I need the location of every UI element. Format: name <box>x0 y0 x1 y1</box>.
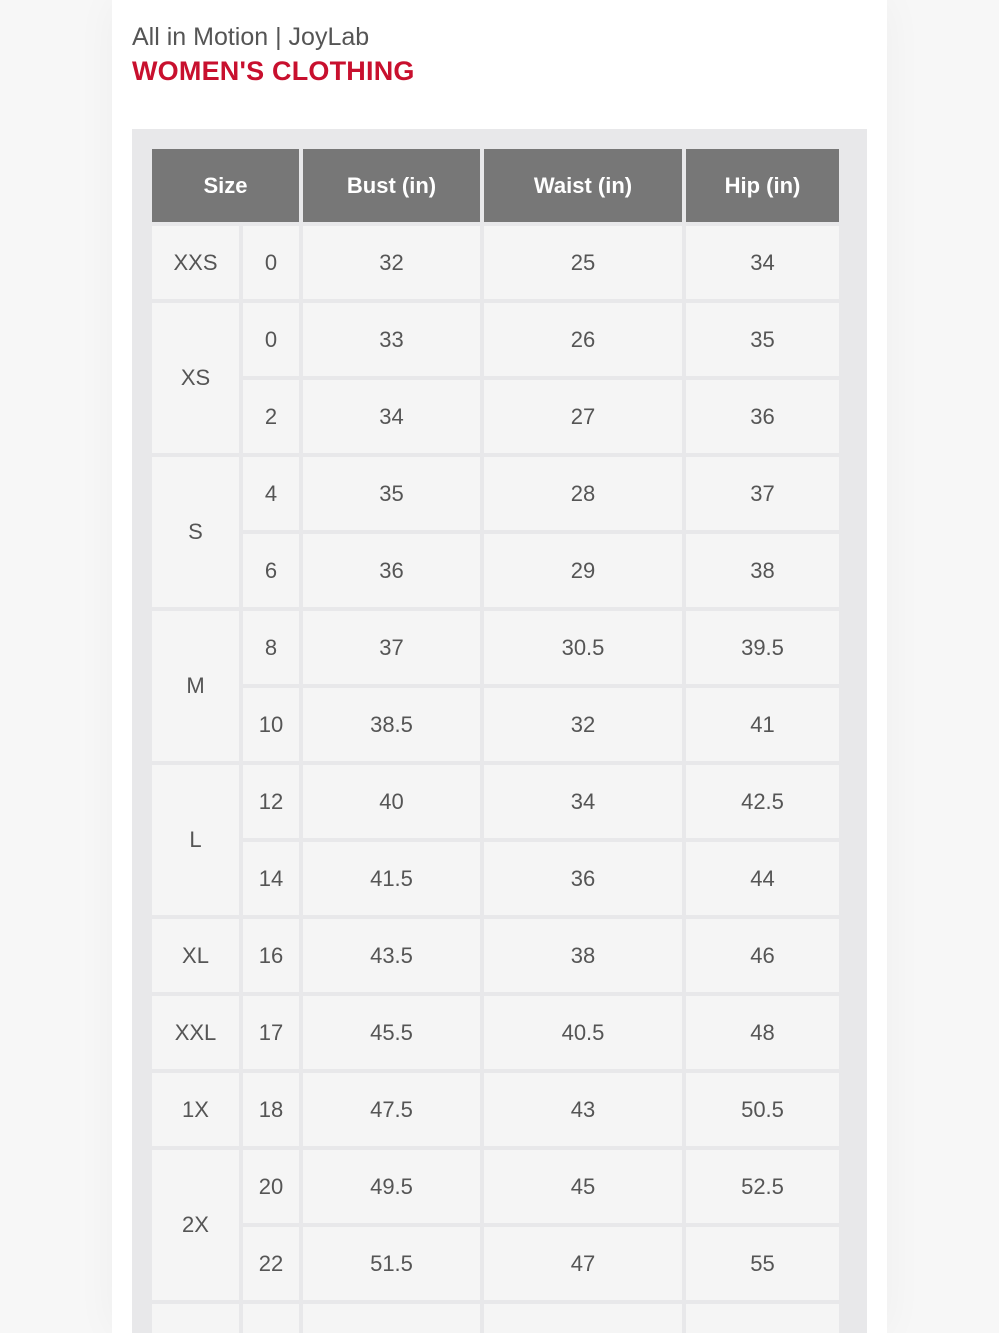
hip-cell: 41 <box>686 688 839 761</box>
numeric-size-cell: 20 <box>243 1150 299 1223</box>
size-label-cell: XXS <box>152 226 239 299</box>
hip-cell: 42.5 <box>686 765 839 838</box>
bust-cell: 49.5 <box>303 1150 480 1223</box>
hip-cell: 39.5 <box>686 611 839 684</box>
waist-cell: 29 <box>484 534 682 607</box>
waist-cell: 25 <box>484 226 682 299</box>
bust-cell: 43.5 <box>303 919 480 992</box>
numeric-size-cell: 22 <box>243 1227 299 1300</box>
table-row <box>152 1073 839 1146</box>
waist-cell: 34 <box>484 765 682 838</box>
bust-cell <box>303 1304 480 1333</box>
bust-cell: 45.5 <box>303 996 480 1069</box>
size-label-cell <box>152 1304 239 1333</box>
bust-cell: 40 <box>303 765 480 838</box>
hip-cell: 50.5 <box>686 1073 839 1146</box>
hip-cell: 34 <box>686 226 839 299</box>
numeric-size-cell: 2 <box>243 380 299 453</box>
table-row <box>152 765 839 838</box>
bust-cell: 47.5 <box>303 1073 480 1146</box>
table-row <box>152 226 839 299</box>
numeric-size-cell: 0 <box>243 226 299 299</box>
bust-cell: 41.5 <box>303 842 480 915</box>
size-chart-body <box>152 226 839 1333</box>
size-chart-table <box>148 145 843 1333</box>
table-row <box>152 1227 839 1300</box>
bust-cell: 51.5 <box>303 1227 480 1300</box>
numeric-size-cell: 14 <box>243 842 299 915</box>
waist-cell: 27 <box>484 380 682 453</box>
size-label-cell: L <box>152 765 239 915</box>
hip-cell: 35 <box>686 303 839 376</box>
hip-cell: 48 <box>686 996 839 1069</box>
table-row <box>152 996 839 1069</box>
waist-cell <box>484 1304 682 1333</box>
hip-cell: 38 <box>686 534 839 607</box>
size-chart-container <box>132 129 867 1333</box>
hip-cell <box>686 1304 839 1333</box>
hip-cell: 36 <box>686 380 839 453</box>
numeric-size-cell <box>243 1304 299 1333</box>
hip-cell: 44 <box>686 842 839 915</box>
size-label-cell: S <box>152 457 239 607</box>
hip-cell: 52.5 <box>686 1150 839 1223</box>
hip-cell: 37 <box>686 457 839 530</box>
bust-cell: 32 <box>303 226 480 299</box>
waist-cell: 26 <box>484 303 682 376</box>
header-waist: Waist (in) <box>484 149 682 222</box>
table-row <box>152 1150 839 1223</box>
table-row <box>152 1304 839 1333</box>
hip-cell: 55 <box>686 1227 839 1300</box>
bust-cell: 36 <box>303 534 480 607</box>
header-bust: Bust (in) <box>303 149 480 222</box>
bust-cell: 34 <box>303 380 480 453</box>
size-label-cell: 2X <box>152 1150 239 1300</box>
numeric-size-cell: 0 <box>243 303 299 376</box>
page-title: WOMEN'S CLOTHING <box>132 56 415 86</box>
size-label-cell: XS <box>152 303 239 453</box>
numeric-size-cell: 10 <box>243 688 299 761</box>
waist-cell: 36 <box>484 842 682 915</box>
size-label-cell: M <box>152 611 239 761</box>
numeric-size-cell: 6 <box>243 534 299 607</box>
table-row <box>152 919 839 992</box>
size-label-cell: XXL <box>152 996 239 1069</box>
waist-cell: 38 <box>484 919 682 992</box>
size-label-cell: XL <box>152 919 239 992</box>
table-row <box>152 611 839 684</box>
bust-cell: 33 <box>303 303 480 376</box>
header-hip: Hip (in) <box>686 149 839 222</box>
table-row <box>152 303 839 376</box>
waist-cell: 43 <box>484 1073 682 1146</box>
numeric-size-cell: 17 <box>243 996 299 1069</box>
waist-cell: 32 <box>484 688 682 761</box>
table-row <box>152 380 839 453</box>
table-row <box>152 457 839 530</box>
waist-cell: 47 <box>484 1227 682 1300</box>
brand-line: All in Motion | JoyLab <box>132 23 370 51</box>
waist-cell: 30.5 <box>484 611 682 684</box>
table-row <box>152 688 839 761</box>
numeric-size-cell: 4 <box>243 457 299 530</box>
header-size: Size <box>152 149 299 222</box>
table-header-row <box>152 149 839 222</box>
bust-cell: 38.5 <box>303 688 480 761</box>
waist-cell: 40.5 <box>484 996 682 1069</box>
bust-cell: 35 <box>303 457 480 530</box>
waist-cell: 28 <box>484 457 682 530</box>
numeric-size-cell: 18 <box>243 1073 299 1146</box>
numeric-size-cell: 8 <box>243 611 299 684</box>
table-row <box>152 842 839 915</box>
hip-cell: 46 <box>686 919 839 992</box>
bust-cell: 37 <box>303 611 480 684</box>
size-label-cell: 1X <box>152 1073 239 1146</box>
waist-cell: 45 <box>484 1150 682 1223</box>
page <box>112 0 887 1333</box>
table-row <box>152 534 839 607</box>
numeric-size-cell: 12 <box>243 765 299 838</box>
numeric-size-cell: 16 <box>243 919 299 992</box>
